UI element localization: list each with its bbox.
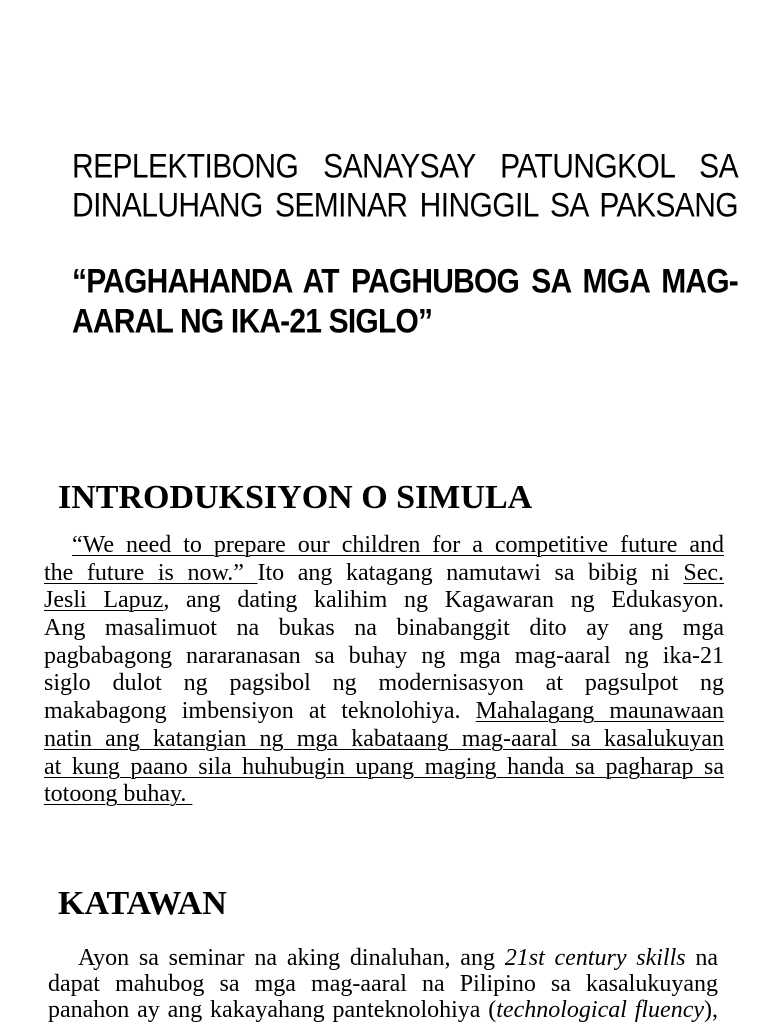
text-segment: pagbabagong nararanasan sa buhay ng mga mag-aaral ng ika-21	[44, 642, 724, 669]
text-segment: Ayon sa seminar na aking dinaluhan, ang	[78, 945, 505, 971]
paragraph-line	[48, 971, 718, 997]
section-heading-katawan: KATAWAN	[58, 885, 227, 922]
underlined-text: totoong buhay.	[44, 781, 193, 808]
text-segment: ),	[704, 997, 719, 1023]
italic-text: technological fluency	[496, 997, 705, 1023]
section-heading-introduksiyon: INTRODUKSIYON O SIMULA	[58, 479, 533, 516]
paragraph-line	[44, 587, 724, 615]
paragraph-katawan	[48, 945, 718, 1023]
paragraph-line	[44, 532, 724, 560]
text-segment: , ang dating kalihim ng Kagawaran ng Edukasyon.	[163, 587, 724, 614]
paragraph-line	[44, 698, 724, 726]
paragraph-line	[44, 754, 724, 782]
text-segment: panahon ay ang kakayahang panteknolohiya (	[48, 997, 497, 1023]
paragraph-line	[48, 997, 718, 1023]
underlined-text: “We need to prepare our children for a competitive future and	[72, 532, 724, 558]
text-segment: Ito ang katagang namutawi sa bibig ni	[257, 559, 684, 586]
paragraph-line	[44, 643, 724, 671]
paragraph-line	[44, 670, 724, 698]
underlined-text: natin ang katangian ng mga kabataang mag-aaral sa kasalukuyan	[44, 725, 724, 752]
text-segment: dapat mahubog sa mga mag-aaral na Pilipino sa kasalukuyang	[48, 971, 718, 997]
paragraph-line	[44, 560, 724, 588]
paragraph-line	[48, 945, 718, 971]
underlined-text: Mahalagang maunawaan	[475, 698, 725, 725]
paragraph-introduksiyon	[44, 532, 724, 809]
paragraph-line	[44, 615, 724, 643]
text-segment: siglo dulot ng pagsibol ng modernisasyon at pagsulpot ng	[44, 670, 724, 697]
topic-line: AARAL NG IKA-21 SIGLO”	[72, 302, 433, 341]
text-segment: Ang masalimuot na bukas na binabanggit dito ay ang mga	[44, 615, 724, 642]
text-segment: makabagong imbensiyon at teknolohiya.	[44, 698, 476, 725]
underlined-text: Sec.	[683, 559, 724, 586]
title-line: REPLEKTIBONG SANAYSAY PATUNGKOL SA	[72, 147, 738, 186]
underlined-text: Jesli Lapuz	[44, 587, 164, 614]
document-title	[72, 147, 738, 225]
underlined-text: the future is now.”	[44, 559, 258, 586]
underlined-text: at kung paano sila huhubugin upang maging handa sa pagharap sa	[44, 753, 724, 780]
italic-text: 21st century skills	[504, 945, 686, 971]
paragraph-line	[44, 726, 724, 754]
topic-line: “PAGHAHANDA AT PAGHUBOG SA MGA MAG-	[72, 262, 738, 301]
text-segment: na	[685, 945, 718, 971]
paragraph-line	[44, 781, 724, 809]
title-line: DINALUHANG SEMINAR HINGGIL SA PAKSANG	[72, 186, 738, 225]
topic-title	[72, 262, 738, 342]
